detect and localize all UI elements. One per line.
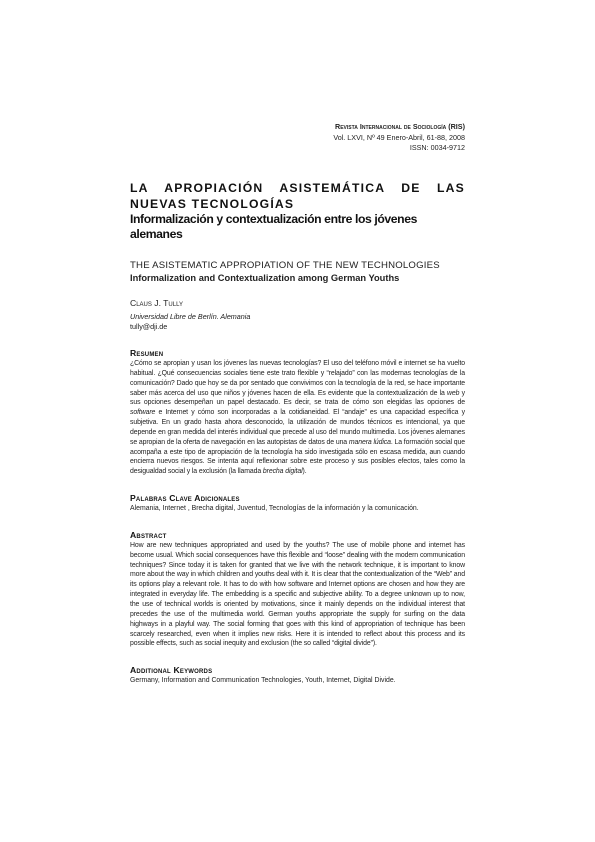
resumen-italic: manera lúdica — [348, 438, 391, 446]
journal-header — [333, 122, 465, 154]
resumen-part: y sus opciones desempeñan un papel destacado. Es decir, se trata de cómo son elegidas las opciones de — [130, 389, 465, 407]
resumen-text — [130, 359, 465, 477]
author-affiliation: Universidad Libre de Berlín. Alemania — [130, 312, 251, 321]
title-spanish: LA APROPIACIÓN ASISTEMÁTICA DE LAS NUEVAS TECNOLOGÍAS — [130, 181, 465, 211]
keywords-heading: Additional Keywords — [130, 665, 213, 676]
resumen-part: e Internet y cómo son incorporadas a la cotidianeidad. El “andaje” es una capacidad específica y subjetiva. En un grado hasta ahora desconocido, la utilización de mundos técnicos es intencional, ya que depende en gran medida del interés individual que precede al uso del mundo multimedia. Los jóvenes alemanes se apropian de la oferta de navegación en las autopistas de datos de una — [130, 409, 465, 446]
title-english: THE ASISTEMATIC APPROPIATION OF THE NEW TECHNOLOGIES — [130, 260, 440, 271]
resumen-italic: software — [130, 409, 156, 417]
resumen-part: . La formación social que acompaña a este tipo de apropiación de la tecnología ha sido investigada sólo en escasa medida, aun cuando encierra nuevos riesgos. Se intenta aquí reflexionar sobre este proceso y sus posibles efectos, tales como la desigualdad social y la exclusión (la llamada — [130, 438, 466, 476]
journal-name: Revista Internacional de Sociología (RIS) — [335, 122, 465, 131]
resumen-part: ). — [302, 468, 307, 476]
journal-volume: Vol. LXVI, Nº 49 Enero-Abril, 61-88, 2008 — [333, 132, 465, 142]
keywords-text: Germany, Information and Communication Technologies, Youth, Internet, Digital Divide. — [130, 677, 396, 685]
resumen-italic: web — [447, 389, 460, 397]
journal-issn: ISSN: 0034-9712 — [409, 143, 465, 152]
abstract-heading: Abstract — [130, 529, 167, 540]
palabras-heading: Palabras Clave Adicionales — [130, 493, 240, 504]
article-front-matter — [130, 180, 465, 702]
subtitle-english: Informalization and Contextualization among German Youths — [130, 273, 400, 283]
palabras-text: Alemania, Internet , Brecha digital, Juventud, Tecnologías de la información y la comunicación. — [130, 505, 419, 513]
author-email: tully@dji.de — [130, 322, 168, 331]
subtitle-spanish: Informalización y contextualización entre los jóvenes alemanes — [130, 212, 417, 241]
resumen-part: ¿Cómo se apropian y usan los jóvenes las nuevas tecnologías? El uso del teléfono móvil e internet se ha vuelto habitual. ¿Qué consecuencias sociales tiene este trato flexible y “relajado” con las modernas tecnologías de la comunicación? Dado que hoy se da por sentado que convivimos con la tecnología de la red, se hace importante saber más acerca del uso que niños y jóvenes hacen de ella. Es evidente que la contextualización de la — [130, 360, 465, 397]
author-name: Claus J. Tully — [130, 298, 183, 308]
resumen-heading: Resumen — [130, 348, 164, 358]
resumen-italic: brecha digital — [262, 468, 303, 476]
abstract-text: How are new techniques appropriated and used by the youths? The use of mobile phone and internet has become usual. Which social consequences have this flexible and “loose” dealing with the modern communication techniques? Since today it is taken for granted that we live with the network technique, it is important to know more about the way in which children and youths deal with it. It is clear that the contextualization of the “Web” and its options play a relevant role. It has to do with how software and Internet options are chosen and how they are integrated in everyday life. The embedding is a specific and subjective ability. To a degree unknown up to now, the use of technical worlds is oriented by motivations, since it mainly depends on the individual interest that precedes the use of the multimedia world. German youths appropriate the supply for surfing on the data highways in a playful way. The social forming that goes with this kind of appropriation of technique has been scarcely researched, even when it implies new risks. Here it is intended to reflect about this process and its possible effects, such as social inequity and exclusion (the so called “digital divide”). — [130, 541, 465, 648]
